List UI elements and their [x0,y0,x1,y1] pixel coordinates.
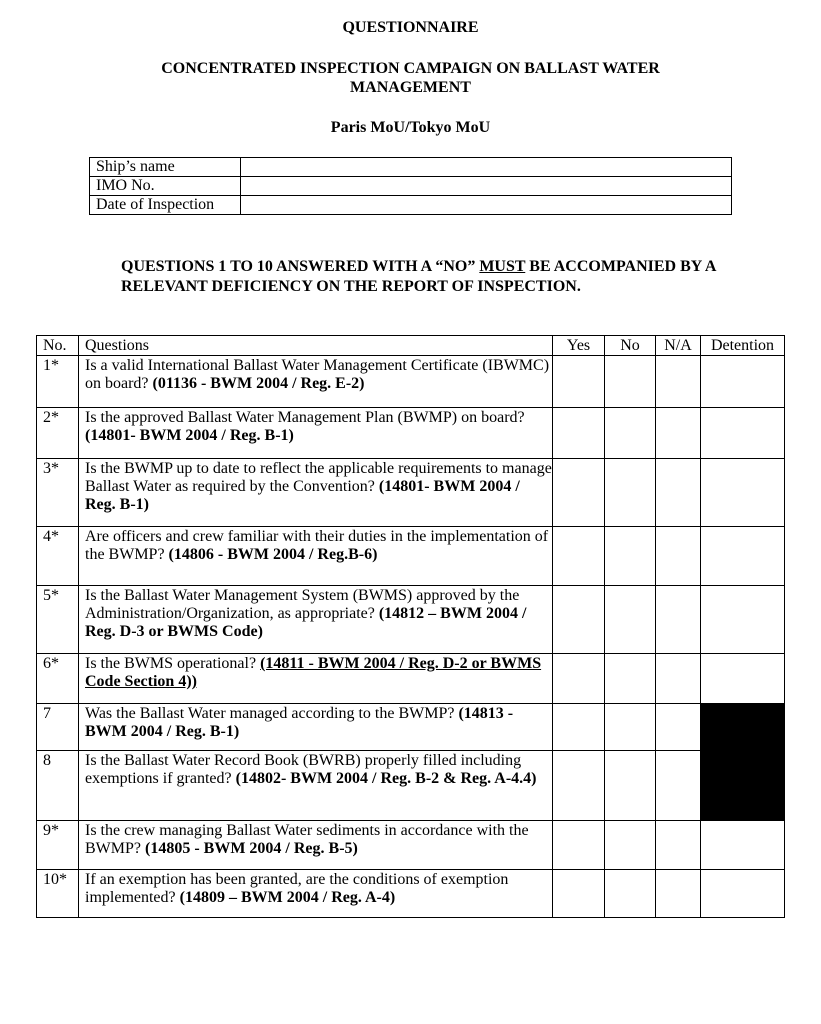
campaign-title-line2: MANAGEMENT [350,79,471,96]
question-text [79,821,553,870]
question-reference: (01136 - BWM 2004 / Reg. E-2) [152,375,365,392]
na-cell[interactable] [656,704,701,751]
question-body: Is the Ballast Water Management System (BWMS) approved by the Administration/Organization, as appropriate? [85,587,520,622]
question-number: 6* [37,654,79,704]
no-cell[interactable] [605,751,656,821]
question-body: Is a valid International Ballast Water Management Certificate (IBWMC) on board? [85,357,550,392]
na-cell[interactable] [656,870,701,918]
na-cell[interactable] [656,459,701,527]
notice-text-1: QUESTIONS 1 TO 10 ANSWERED WITH A “NO” [121,258,480,275]
na-cell[interactable] [656,527,701,586]
header-questions: Questions [79,336,553,356]
question-reference: (14805 - BWM 2004 / Reg. B-5) [145,840,358,857]
imo-row [90,177,732,196]
table-row [37,356,785,408]
question-reference: (14801- BWM 2004 / Reg. B-1) [85,478,520,513]
instruction-notice [121,257,761,297]
imo-field[interactable] [241,177,732,196]
notice-text-2: BE ACCOMPANIED BY A RELEVANT DEFICIENCY ON THE REPORT OF INSPECTION. [121,258,716,295]
page-title: QUESTIONNAIRE [342,19,479,36]
table-header-row [37,336,785,356]
question-text [79,586,553,654]
table-row [37,408,785,459]
table-row [37,654,785,704]
no-cell[interactable] [605,356,656,408]
notice-must: MUST [479,258,526,275]
question-body: Is the Ballast Water Record Book (BWRB) properly filled including exemptions if granted? [85,752,522,787]
question-body: If an exemption has been granted, are the conditions of exemption implemented? [85,871,509,906]
question-number: 1* [37,356,79,408]
table-row [37,704,785,751]
question-number: 9* [37,821,79,870]
table-row [37,870,785,918]
detention-cell[interactable] [701,821,785,870]
question-text [79,751,553,821]
question-number: 8 [37,751,79,821]
question-body: Are officers and crew familiar with their duties in the implementation of the BWMP? [85,528,549,563]
question-body: Is the approved Ballast Water Management Plan (BWMP) on board? [85,409,525,426]
question-text [79,459,553,527]
detention-cell[interactable] [701,408,785,459]
na-cell[interactable] [656,751,701,821]
header-no-col: No [605,336,656,356]
inspection-date-row [90,196,732,215]
question-body: Is the crew managing Ballast Water sediments in accordance with the BWMP? [85,822,529,857]
campaign-title-line1: CONCENTRATED INSPECTION CAMPAIGN ON BALLAST WATER [161,60,660,77]
question-reference: (14813 - BWM 2004 / Reg. B-1) [85,705,514,740]
detention-blacked-out-cell [701,704,785,821]
yes-cell[interactable] [553,356,605,408]
questions-table [36,335,785,918]
question-text [79,527,553,586]
no-cell[interactable] [605,586,656,654]
no-cell[interactable] [605,654,656,704]
question-body: Was the Ballast Water managed according to the BWMP? [85,705,459,722]
no-cell[interactable] [605,821,656,870]
table-row [37,821,785,870]
na-cell[interactable] [656,586,701,654]
yes-cell[interactable] [553,654,605,704]
na-cell[interactable] [656,821,701,870]
question-text [79,356,553,408]
no-cell[interactable] [605,870,656,918]
na-cell[interactable] [656,356,701,408]
question-reference: (14802- BWM 2004 / Reg. B-2 & Reg. A-4.4) [235,770,537,787]
na-cell[interactable] [656,408,701,459]
organization: Paris MoU/Tokyo MoU [330,119,491,136]
no-cell[interactable] [605,704,656,751]
header-no: No. [37,336,79,356]
question-reference: (14812 – BWM 2004 / Reg. D-3 or BWMS Code) [85,605,527,640]
yes-cell[interactable] [553,821,605,870]
question-reference: (14801- BWM 2004 / Reg. B-1) [85,427,294,444]
detention-cell[interactable] [701,586,785,654]
question-text [79,408,553,459]
header-na: N/A [656,336,701,356]
question-body: Is the BWMS operational? [85,655,261,672]
question-reference: (14811 - BWM 2004 / Reg. D-2 or BWMS Code Section 4)) [85,655,542,690]
detention-cell[interactable] [701,654,785,704]
inspection-date-label: Date of Inspection [90,196,241,215]
yes-cell[interactable] [553,527,605,586]
question-body: Is the BWMP up to date to reflect the applicable requirements to manage Ballast Water as required by the Convention? [85,460,552,495]
detention-cell[interactable] [701,870,785,918]
question-number: 5* [37,586,79,654]
question-number: 4* [37,527,79,586]
no-cell[interactable] [605,527,656,586]
table-row [37,586,785,654]
ship-name-label: Ship’s name [90,158,241,177]
question-number: 2* [37,408,79,459]
ship-info-table [89,157,732,215]
question-text [79,870,553,918]
question-number: 3* [37,459,79,527]
yes-cell[interactable] [553,586,605,654]
detention-cell[interactable] [701,527,785,586]
question-text [79,704,553,751]
header-yes: Yes [553,336,605,356]
ship-name-field[interactable] [241,158,732,177]
question-reference: (14809 – BWM 2004 / Reg. A-4) [179,889,396,906]
campaign-title [0,59,821,97]
question-text [79,654,553,704]
no-cell[interactable] [605,459,656,527]
yes-cell[interactable] [553,870,605,918]
yes-cell[interactable] [553,408,605,459]
ship-name-row [90,158,732,177]
inspection-date-field[interactable] [241,196,732,215]
na-cell[interactable] [656,654,701,704]
header-detention: Detention [701,336,785,356]
table-row [37,527,785,586]
detention-cell[interactable] [701,459,785,527]
detention-cell[interactable] [701,356,785,408]
question-reference: (14806 - BWM 2004 / Reg.B-6) [168,546,378,563]
table-row [37,459,785,527]
table-row [37,751,785,821]
yes-cell[interactable] [553,459,605,527]
imo-label: IMO No. [90,177,241,196]
no-cell[interactable] [605,408,656,459]
yes-cell[interactable] [553,704,605,751]
question-number: 10* [37,870,79,918]
yes-cell[interactable] [553,751,605,821]
question-number: 7 [37,704,79,751]
